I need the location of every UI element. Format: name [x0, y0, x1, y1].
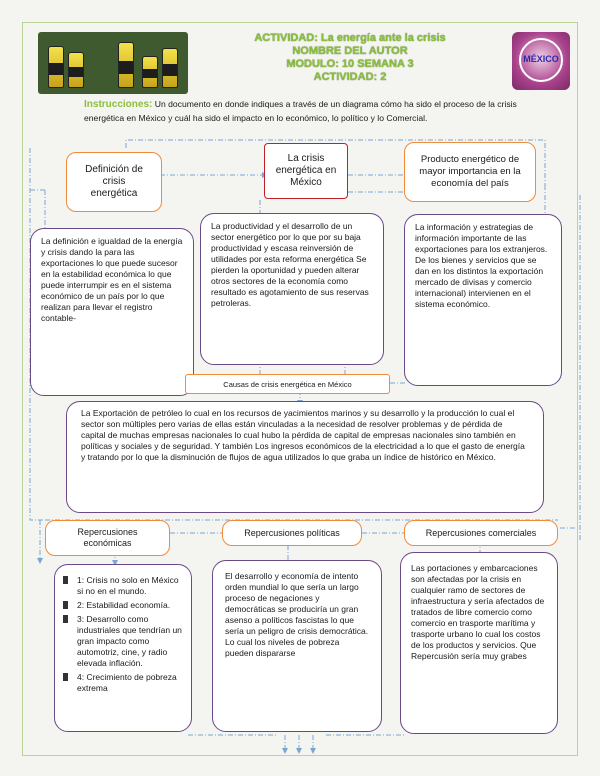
module-label: MODULO: 10 SEMANA 3 [286, 58, 414, 70]
list-item: 2: Estabilidad economía. [63, 600, 183, 611]
econ-title-box [45, 520, 170, 556]
list-item: 3: Desarrollo como industriales que tendrían un gran impacto como automotriz, cine, y radio elevada inflación. [63, 614, 183, 669]
information-text: La información y estrategias de información importante de las exportaciones para los extranjeros. De los bienes y servicios que se dan en los distintos la exportación mercado de divisas y comercio internacional) intervienen en el sistema económico. [415, 222, 548, 309]
definition-text-box [30, 228, 194, 396]
definition-title: Definición de crisis energética [85, 164, 143, 199]
product-title-box [404, 142, 536, 202]
econ-list-box [54, 564, 192, 732]
pol-text-box [212, 560, 382, 732]
activity-number: ACTIVIDAD: 2 [313, 71, 387, 83]
bookmark-icon [63, 601, 68, 609]
com-text-box [400, 552, 558, 734]
causes-title: Causas de crisis energética en México [223, 379, 352, 389]
bookmark-icon [63, 615, 68, 623]
pol-text: El desarrollo y economía de intento orden mundial lo que sería un largo proceso de negaciones y democráticas se produciría un gran asenso a políticos fascistas lo que sería un peligro de crisis democrática. Lo cual los niveles de pobreza pueden dispararse [225, 571, 369, 658]
com-title-box [404, 520, 558, 546]
logo-text: MÉXICO [523, 54, 559, 64]
activity-title: ACTIVIDAD: La energía ante la crisis [254, 32, 446, 44]
product-title: Producto energético de mayor importancia en la economía del país [419, 154, 521, 189]
definition-title-box [66, 152, 162, 212]
econ-list [63, 575, 183, 694]
com-title: Repercusiones comerciales [425, 527, 537, 538]
export-text-box [66, 401, 544, 513]
definition-text: La definición e igualdad de la energía y crisis dando la para las exportaciones lo que puede sucesor en la estabilidad económica lo que puede interrumpir es en el sistema económico de un país por lo que realizan para llevar el registro contable- [41, 236, 183, 323]
arrow-head [296, 748, 302, 754]
list-item: 4: Crecimiento de pobreza extrema [63, 672, 183, 694]
center-title-box [264, 143, 348, 199]
bookmark-icon [63, 576, 68, 584]
pol-title-box [222, 520, 362, 546]
pol-title: Repercusiones políticas [244, 527, 340, 538]
arrow-head [282, 748, 288, 754]
bookmark-icon [63, 673, 68, 681]
export-text: La Exportación de petróleo lo cual en los recursos de yacimientos marinos y su desarrollo y la producción lo cual el sector son múltiples pero varias de ellas están vinculadas a la necesidad de resolver problemas y de pérdida de capital de muchas empresas nacionales lo cual hubo la pérdida de capital de empresas nacionales sino también en políticas y sociales y de seguridad. Y también Los ingresos económicos de la electricidad a lo que el gasto de energía y tratando por lo que la disminución de flujos de agua utilizados lo que graba un índice de histórico en México. [81, 408, 525, 462]
author-name: NOMBRE DEL AUTOR [292, 45, 408, 57]
arrow-head [310, 748, 316, 754]
information-text-box [404, 214, 562, 386]
productivity-text-box [200, 213, 384, 365]
com-text: Las portaciones y embarcaciones son afectadas por la crisis en cualquier ramo de sectores de infraestructura y sería afectados de tratados de libre comercio como comercio en trasporte marítima y trasporte urbano lo cual los costos de los productos y servicios. Que Repercusión sería muy grabes [411, 563, 545, 661]
center-title: La crisis energética en México [275, 153, 337, 188]
productivity-text: La productividad y el desarrollo de un sector energético por lo que por su baja productividad y escasa reinversión de utilidades por esta reforma energética Se pierden la oportunidad y pueden alterar otros sectores de la economía como resultado es agotamiento de sus reservas petroleras. [211, 221, 369, 308]
list-item: 1: Crisis no solo en México si no en el mundo. [63, 575, 183, 597]
arrow-head [37, 558, 43, 564]
instructions-text: Un documento en donde indiques a través de un diagrama cómo ha sido el proceso de la crisis energética en México y cuál ha sido el impacto en lo económico, lo político y lo Comercial. [84, 99, 517, 123]
causes-title-box [185, 374, 390, 394]
instructions-label: Instrucciones: [84, 99, 153, 110]
econ-title: Repercusiones económicas [77, 527, 138, 548]
